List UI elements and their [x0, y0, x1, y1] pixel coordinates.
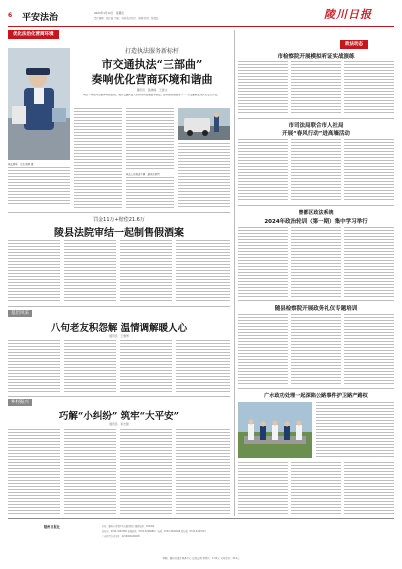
lead-body-col3: [178, 143, 230, 208]
lead-body-col2b: [126, 177, 174, 208]
masthead-rule: [8, 26, 394, 27]
divider-r3: [238, 300, 394, 301]
section-tag-story3: 基层风采: [8, 310, 32, 317]
story2-title: 陵县法院审结一起制售假酒案: [54, 228, 184, 239]
r1-col3: [344, 61, 394, 115]
footer-phone: 总编室：0722-3223360 新闻热线：0722-3226688 广告部：0722-3226168 发行部：0722-3223113: [102, 530, 206, 533]
lead-title-line1: 市交通执法“三部曲”: [101, 58, 203, 71]
lead-kicker: 打造执法服务新标杆: [124, 48, 179, 55]
r2-subtitle: 开展“春风行动”进高墙活动: [282, 131, 350, 137]
divider-r2: [238, 205, 394, 206]
story3-col1: [8, 340, 60, 392]
r3-col2: [291, 227, 341, 297]
r4-col1: [238, 314, 288, 384]
r3-col1: [238, 227, 288, 297]
story4-col1: [8, 429, 60, 515]
r2-col3: [344, 139, 394, 201]
r1-title: 市检察院开展模拟听证实战演练: [277, 54, 355, 60]
r1-col2: [291, 61, 341, 115]
r5-col2: [291, 462, 341, 515]
masthead-weekday: 星期四: [116, 12, 124, 15]
divider-r4: [238, 388, 394, 389]
editor-line: 责任编辑：高红霞 美编：王晗 版式设计：陈晓 校对：杨亚磊: [94, 17, 159, 20]
divider-r1: [238, 118, 394, 119]
lead-photo-2: [178, 108, 230, 140]
story4-col3: [120, 429, 172, 515]
story3-col3: [120, 340, 172, 392]
story2-col4: [176, 240, 230, 302]
lead-photo: [8, 48, 70, 160]
lead-title-line2: 奏响优化营商环境和谐曲: [91, 73, 213, 86]
r1-col1: [238, 61, 288, 115]
story2-kicker: 罚金11万+赔偿21.6万: [93, 217, 145, 223]
footer-print: 印刷：随州日报社印务中心 每周五期 零售价：1.50元 全年定价：312元: [162, 557, 240, 560]
r3-title: 2024年政治轮训（第一期）集中学习举行: [264, 219, 368, 225]
paper-name-logo: 陵川日报: [324, 8, 372, 21]
story3-title: 八句老友积怨解 温情调解暖人心: [50, 323, 188, 334]
r5-photo: [238, 402, 312, 458]
lead-left-text: [8, 167, 70, 205]
masthead: [0, 0, 402, 30]
section-tag-right: 政法动态: [340, 40, 368, 49]
r4-col3: [344, 314, 394, 384]
r5-col3: [344, 462, 394, 515]
r4-title: 随县检察院开展政务礼仪专题培训: [274, 306, 358, 312]
r5-col1: [238, 462, 288, 515]
r5-col-photo-side: [316, 402, 394, 458]
lead-byline: 通讯员 张晓峰 王建文: [136, 88, 168, 92]
lead-intro: “再过一年就可以延伸到新阶段，城市交通执法大队将持续加强督导检查，提升群众满意度……”市交通执法支队负责人介绍。: [82, 94, 220, 96]
lead-photo-caption: 执法现场 记者 陈辉 摄: [8, 163, 34, 166]
section-title: 平安法治: [22, 13, 59, 23]
r2-col1: [238, 139, 288, 201]
footer-publisher: 随州日报社: [44, 525, 60, 529]
section-tag-story4: 乡村振兴: [8, 399, 32, 406]
divider-lead: [8, 212, 230, 213]
masthead-date: 2023年1月12日: [94, 12, 114, 15]
story3-col4: [176, 340, 230, 392]
story3-col2: [64, 340, 116, 392]
section-tag-left: 优化法治化营商环境: [8, 30, 59, 39]
story2-col1: [8, 240, 60, 302]
story4-col4: [176, 429, 230, 515]
story4-title: 巧解“小纠纷” 筑牢“大平安”: [58, 411, 180, 422]
divider-story3: [8, 396, 230, 397]
footer-rule: [8, 518, 394, 519]
footer-address: 社址：随州市曾都区汉东路(原址) 邮政编码：441300: [102, 525, 155, 528]
r5-title: 广水政功处理一起深陷公路事件护卫路产路权: [264, 393, 368, 399]
r3-col3: [344, 227, 394, 297]
lead-body-col2: [126, 108, 174, 170]
divider-story2: [8, 306, 230, 307]
story3-byline: 通讯员 王雅琴: [109, 334, 129, 338]
column-divider: [234, 30, 235, 516]
story4-col2: [64, 429, 116, 515]
footer: [8, 520, 394, 564]
story2-col2: [64, 240, 116, 302]
lead-body-col1: [74, 108, 122, 208]
r3-kicker: 曾都区政法系统: [298, 210, 334, 216]
story2-col3: [120, 240, 172, 302]
r4-col2: [291, 314, 341, 384]
story4-byline: 通讯员 李志强: [109, 422, 129, 426]
r2-title: 市司法局联合市人社局: [288, 123, 344, 129]
page-number: 6: [8, 12, 13, 19]
lead-photo2-caption: 执法人员检查车辆 通讯员供图: [126, 173, 160, 176]
footer-license: 广告经营许可证号：4213004000005: [102, 535, 140, 538]
r2-col2: [291, 139, 341, 201]
